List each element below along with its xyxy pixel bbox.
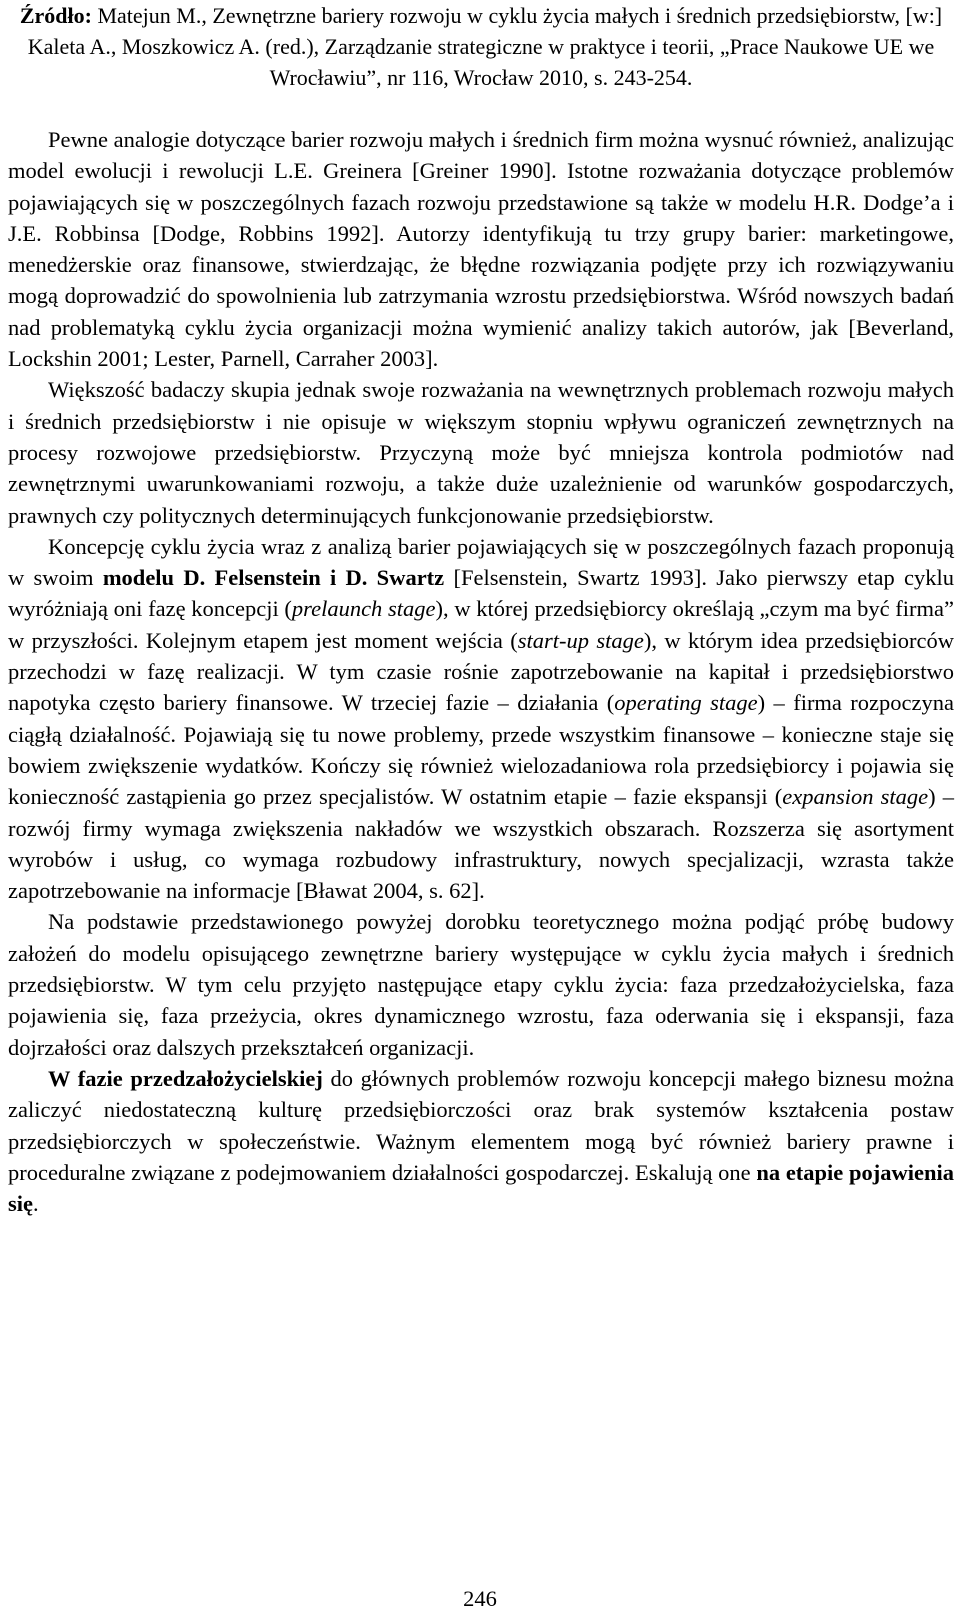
text-segment: Koncepcję cyklu życia wraz z analizą barier pojawiających się w poszczególnych fazach proponują w swoim — [8, 533, 954, 591]
paragraph-1: Pewne analogie dotyczące barier rozwoju małych i średnich firm można wysnuć również, analizując model ewolucji i rewolucji L.E. Greinera [Greiner 1990]. Istotne rozważania dotyczące problemów pojawiających się w poszczególnych fazach rozwoju przedstawione są także w modelu H.R. Dodge’a i J.E. Robbinsa [Dodge, Robbins 1992]. Autorzy identyfikują tu trzy grupy barier: marketingowe, menedżerskie oraz finansowe, stwierdzając, że błędne rozwiązania podjęte przy ich rozwiązywaniu mogą doprowadzić do spowolnienia lub zatrzymania wzrostu przedsiębiorstwa. Wśród nowszych badań nad problematyką cyklu życia organizacji można wymienić analizy takich autorów, jak [Beverland, Lockshin 2001; Lester, Parnell, Carraher 2003]. — [8, 127, 954, 372]
italic-term: expansion stage — [782, 784, 929, 810]
source-citation — [8, 0, 954, 93]
italic-term: start-up stage — [517, 627, 644, 653]
body-text — [8, 124, 954, 1219]
italic-term: prelaunch stage — [291, 596, 436, 622]
text-segment: . — [33, 1191, 39, 1217]
bold-term: na etapie pojawienia się — [8, 1159, 954, 1217]
paragraph-4: Na podstawie przedstawionego powyżej dorobku teoretycznego można podjąć próbę budowy założeń do modelu opisującego zewnętrzne bariery występujące w cyklu życia małych i średnich przedsiębiorstw. W tym celu przyjęto następujące etapy cyklu życia: faza przedzałożycielska, faza pojawienia się, faza przeżycia, okres dynamicznego wzrostu, faza oderwania się i ekspansji, faza dojrzałości oraz dalszych przekształceń organizacji. — [8, 909, 954, 1060]
source-label: Źródło: — [19, 3, 92, 28]
bold-term: W fazie przedzałożycielskiej — [48, 1065, 323, 1091]
source-text: Matejun M., Zewnętrzne bariery rozwoju w cyklu życia małych i średnich przedsiębiorstw, [w:] Kaleta A., Moszkowicz A. (red.), Zarządzanie strategiczne w praktyce i teorii, „Prace Naukowe UE we Wrocławiu”, nr 116, Wrocław 2010, s. 243-254. — [27, 3, 943, 90]
text-segment: [Felsenstein, Swartz 1993]. Jako pierwszy etap cyklu wyróżniają oni fazę koncepcji ( — [8, 565, 954, 622]
text-segment: ), w której przedsiębiorcy określają „czym ma być firma” w przyszłości. Kolejnym etapem jest moment wejścia ( — [8, 596, 954, 653]
text-segment: ), w którym idea przedsiębiorców przechodzi w fazę realizacji. W tym czasie rośnie zapotrzebowanie na kapitał i przedsiębiorstwo napotyka często bariery finansowe. W trzeciej fazie – działania ( — [8, 627, 954, 716]
text-segment: ) – firma rozpoczyna ciągłą działalność. Pojawiają się tu nowe problemy, przede wszystkim finansowe – konieczne staje się bowiem zwiększenie wydatków. Kończy się również wielozadaniowa rola przedsiębiorcy i pojawia się konieczność zastąpienia go przez specjalistów. W ostatnim etapie – fazie ekspansji ( — [8, 690, 954, 810]
paragraph-5 — [8, 1063, 954, 1219]
bold-term: modelu D. Felsenstein i D. Swartz — [102, 565, 445, 591]
italic-term: operating stage — [614, 690, 758, 716]
text-segment: ) – rozwój firmy wymaga zwiększenia nakładów we wszystkich obszarach. Rozszerza się asortyment wyrobów i usług, co wymaga rozbudowy infrastruktury, nowych specjalizacji, wzrasta także zapotrzebowanie na informacje [Bławat 2004, s. 62]. — [8, 784, 954, 904]
paragraph-2: Większość badaczy skupia jednak swoje rozważania na wewnętrznych problemach rozwoju małych i średnich przedsiębiorstw i nie opisuje w większym stopniu wpływu ograniczeń zewnętrznych na procesy rozwojowe przedsiębiorstw. Przyczyną może być mniejsza kontrola podmiotów nad zewnętrznymi uwarunkowaniami rozwoju, a także duże uzależnienie od warunków gospodarczych, prawnych czy politycznych determinujących funkcjonowanie przedsiębiorstw. — [8, 377, 954, 528]
paragraph-3 — [8, 531, 954, 907]
text-segment: do głównych problemów rozwoju koncepcji małego biznesu można zaliczyć niedostateczną kulturę przedsiębiorczości oraz brak systemów kształcenia postaw przedsiębiorczych w społeczeństwie. Ważnym elementem mogą być również bariery prawne i proceduralne związane z podejmowaniem działalności gospodarczej. Eskalują one — [8, 1065, 955, 1185]
page-number: 246 — [463, 1586, 497, 1611]
